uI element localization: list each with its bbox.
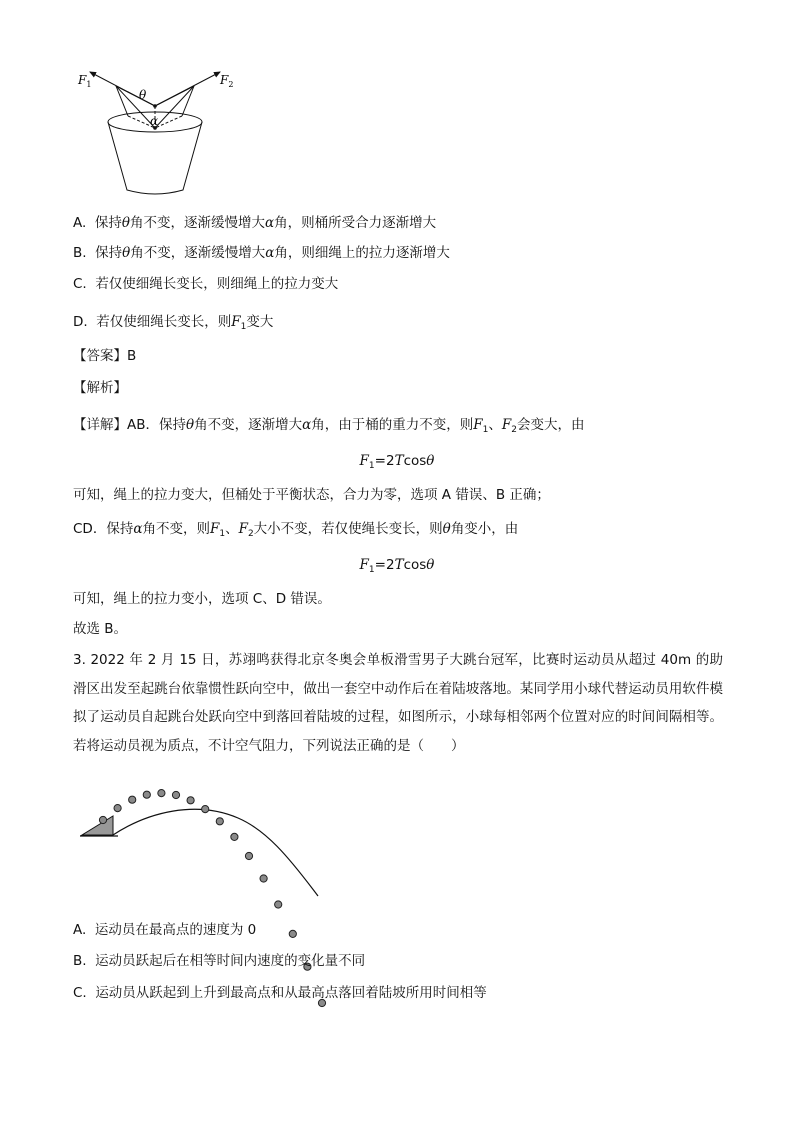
q3-option-b[interactable]: B. 运动员跃起后在相等时间内速度的变化量不同 <box>73 953 366 969</box>
jump-ramp <box>82 816 113 835</box>
detail-line-2: 可知，绳上的拉力变大，但桶处于平衡状态，合力为零，选项 A 错误、B 正确； <box>73 487 550 503</box>
q3-option-c[interactable]: C. 运动员从跃起到上升到最高点和从最高点落回着陆坡所用时间相等 <box>73 985 487 1001</box>
trajectory-ball <box>158 790 165 797</box>
option-d[interactable]: D. 若仅使细绳长变长，则$F_1$变大 <box>73 314 274 332</box>
option-a[interactable]: A. 保持θ角不变，逐渐缓慢增大α角，则桶所受合力逐渐增大 <box>73 215 437 231</box>
formula-2: $F_1=2Tcos\theta$ <box>359 557 435 575</box>
trajectory-ball <box>216 818 223 825</box>
dashed-guide-2 <box>155 116 182 128</box>
trajectory-ball <box>289 930 296 937</box>
trajectory-ball <box>275 901 282 908</box>
label-f2: $F_2$ <box>220 73 234 89</box>
trajectory-ball <box>260 875 267 882</box>
rope-right <box>155 86 194 106</box>
trajectory-ball <box>231 833 238 840</box>
answer-line: 【答案】B <box>73 348 137 364</box>
bucket-body <box>108 122 202 194</box>
trajectory-ball <box>114 805 121 812</box>
detail-line-3: CD．保持α角不变，则$F_1$、$F_2$大小不变，若仅使绳长变长，则θ角变小，由 <box>73 521 519 539</box>
detail-line-4: 可知，绳上的拉力变小，选项 C、D 错误。 <box>73 591 331 607</box>
trajectory-ball <box>202 806 209 813</box>
option-b[interactable]: B. 保持θ角不变，逐渐缓慢增大α角，则细绳上的拉力逐渐增大 <box>73 245 450 261</box>
rope-left <box>116 86 155 106</box>
analysis-label: 【解析】 <box>73 380 127 396</box>
question-3-stem: 3. 2022 年 2 月 15 日，苏翊鸣获得北京冬奥会单板滑雪男子大跳台冠军，比赛时运动员从超过 40m 的助滑区出发至起跳台依靠惯性跃向空中，做出一套空中动作后在着陆坡落地。某同学用小球代替运动员用软件模拟了运动员自起跳台处跃向空中到落回着陆坡的过程，如图所示，小球每相邻两个位置对应的时间间隔相等。若将运动员视为质点，不计空气阻力，下列说法正确的是（ ） <box>73 652 723 754</box>
label-f1: $F_1$ <box>78 73 92 89</box>
trajectory-ball <box>187 797 194 804</box>
q3-option-a[interactable]: A. 运动员在最高点的速度为 0 <box>73 922 257 938</box>
formula-1: $F_1=2Tcos\theta$ <box>359 453 435 471</box>
trajectory-ball <box>129 796 136 803</box>
knot-point <box>153 104 157 108</box>
rope-b <box>155 86 194 128</box>
ski-jump-diagram <box>78 780 338 900</box>
detail-line-5: 故选 B。 <box>73 621 128 637</box>
label-theta: θ <box>139 88 147 102</box>
landing-slope <box>113 809 318 896</box>
detail-line-1: 【详解】AB．保持θ角不变，逐渐增大α角，由于桶的重力不变，则$F_1$、$F_2$会变大，由 <box>73 417 585 435</box>
trajectory-balls <box>99 790 325 1007</box>
bucket-force-diagram <box>70 64 310 204</box>
option-c[interactable]: C. 若仅使细绳长变长，则细绳上的拉力变大 <box>73 276 339 292</box>
trajectory-ball <box>143 791 150 798</box>
trajectory-ball <box>172 791 179 798</box>
trajectory-ball <box>245 852 252 859</box>
label-alpha: α <box>150 114 159 128</box>
trajectory-ball <box>99 816 106 823</box>
